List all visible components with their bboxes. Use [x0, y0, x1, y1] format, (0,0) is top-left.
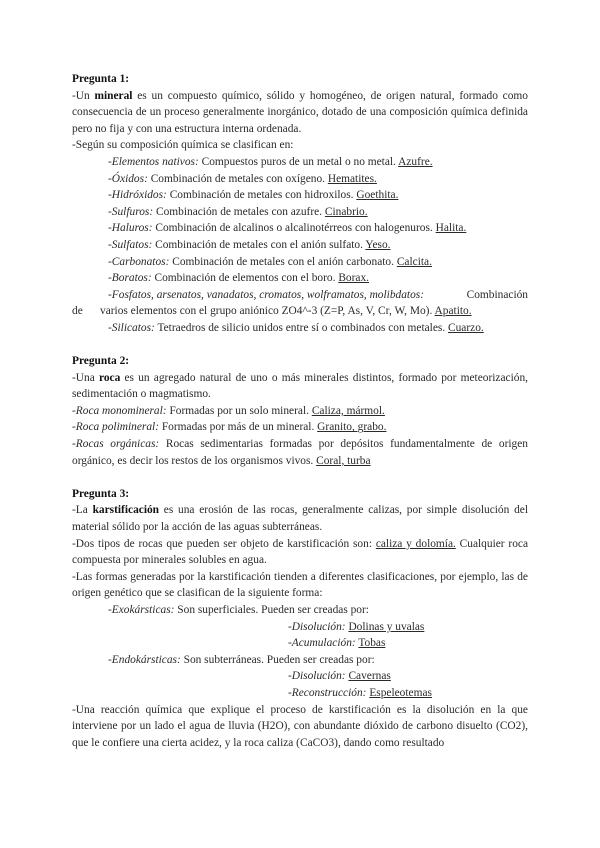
text-span: Combinación de metales con el anión carbonato.: [169, 255, 397, 268]
text-span: de: [72, 305, 83, 318]
document-body: [72, 71, 528, 751]
example-link: Borax.: [338, 272, 369, 285]
text-span: es una erosión de las rocas, generalmente calizas, por simple disolución del material sólido por la acción de las aguas subterráneas.: [72, 504, 528, 534]
text-span: -Óxidos:: [108, 172, 148, 185]
mineral-class-item-fosfatos: [72, 287, 528, 304]
example-link: Granito, grabo.: [317, 421, 387, 434]
question-3-heading: Pregunta 3:: [72, 487, 130, 500]
example-link: Halita.: [435, 222, 467, 235]
text-span: Combinación: [466, 288, 528, 301]
example-link: Cuarzo.: [448, 321, 484, 334]
text-span: -Acumulación:: [288, 637, 356, 650]
text-span: -Exokársticas:: [108, 604, 175, 616]
text-span: -Carbonatos:: [108, 255, 170, 268]
mineral-class-item: [72, 237, 528, 254]
text-span: varios elementos con el grupo aniónico ZO4^-3 (Z=P, As, V, Cr, W, Mo).: [100, 305, 435, 318]
text-span: -Roca monomineral:: [72, 404, 167, 417]
text-span: -Disolución:: [288, 620, 346, 633]
example-link: Goethita.: [356, 189, 399, 202]
example-link: Yeso.: [365, 238, 391, 251]
roca-definition: [72, 370, 528, 403]
text-span: -Disolución:: [288, 670, 346, 683]
roca-monomineral: [72, 403, 528, 420]
example-link: Azufre.: [398, 155, 433, 168]
mineral-class-item: [72, 254, 528, 271]
reaccion-quimica: -Una reacción química que explique el proceso de karstificación es la disolución en la que interviene por un lado el agua de lluvia (H2O), con abundante dióxido de carbono disuelto (CO2), que le confiere una cierta acidez, y la roca caliza (CaCO3), dando como resultado: [72, 703, 528, 749]
mineral-class-item: [72, 187, 528, 204]
mineral-class-item: [72, 220, 528, 237]
text-span: -Sulfatos:: [108, 238, 153, 251]
mineral-definition: [72, 88, 528, 138]
example-link: Dolinas y uvalas: [348, 620, 425, 633]
exo-disolucion: [72, 619, 528, 636]
text-span: Rocas sedimentarias formadas por depósitos fundamentalmente de origen orgánico, es decir los restos de los organismos vivos.: [72, 438, 528, 467]
text-span: Tetraedros de silicio unidos entre sí o combinados con metales.: [154, 321, 449, 334]
term-roca: roca: [98, 371, 121, 384]
text-span: Formadas por un solo mineral.: [166, 404, 312, 417]
text-span: Formadas por más de un mineral.: [159, 421, 318, 434]
text-span: -Hidróxidos:: [108, 189, 167, 202]
classification-intro: -Según su composición química se clasifican en:: [72, 139, 294, 152]
mineral-class-item: [72, 171, 528, 188]
endo-disolucion: [72, 668, 528, 685]
example-link: Coral, turba: [316, 454, 371, 467]
text-span: -La: [72, 504, 93, 517]
text-span: Combinación de alcalinos o alcalinotérreos con halogenuros.: [152, 222, 436, 235]
example-link: Calcita.: [396, 255, 432, 268]
text-span: Cualquier roca compuesta por minerales solubles en agua.: [72, 537, 528, 567]
text-span: -Una: [72, 371, 99, 384]
text-span: Combinación de metales con oxígeno.: [147, 172, 328, 185]
text-span: Combinación de metales con azufre.: [153, 205, 325, 218]
example-link: Apatito.: [434, 305, 472, 318]
text-span: [100, 303, 472, 320]
text-span: -Endokársticas:: [108, 653, 181, 666]
text-span: Son subterráneas. Pueden ser creadas por:: [180, 653, 375, 666]
exo-acumulacion: [72, 635, 528, 652]
example-link: Hematites.: [327, 172, 377, 185]
exokarsticas: [72, 602, 528, 619]
endokarsticas: [72, 652, 528, 669]
question-2-heading: Pregunta 2:: [72, 355, 130, 368]
example-link: Tobas: [358, 637, 386, 650]
example-link: Cavernas: [348, 670, 391, 683]
text-span: Son superficiales. Pueden ser creadas por:: [174, 604, 369, 616]
mineral-class-item: [72, 270, 528, 287]
text-span: Combinación de metales con el anión sulfato.: [152, 238, 366, 251]
tipos-rocas: [72, 536, 528, 569]
example-link: caliza y dolomía.: [375, 537, 456, 550]
text-span: -Silicatos:: [108, 321, 155, 334]
example-link: Espeleotemas: [369, 686, 432, 699]
question-1-heading: Pregunta 1:: [72, 73, 130, 85]
roca-polimineral: [72, 419, 528, 436]
text-span: -Fosfatos, arsenatos, vanadatos, cromatos, wolframatos, molibdatos:: [108, 288, 424, 301]
mineral-class-item: [72, 204, 528, 221]
text-span: -Haluros:: [108, 222, 153, 235]
karstificacion-definition: [72, 502, 528, 535]
mineral-class-item: [72, 154, 528, 171]
text-span: Compuestos puros de un metal o no metal.: [198, 155, 399, 168]
term-karstificacion: karstificación: [92, 504, 160, 517]
text-span: es un compuesto químico, sólido y homogéneo, de origen natural, formado como consecuencia de un proceso generalmente inorgánico, dotado de una composición química definida pero no fija y con una estructura interna ordenada.: [72, 89, 528, 135]
text-span: -Sulfuros:: [108, 205, 154, 218]
text-span: -Boratos:: [108, 272, 152, 285]
term-mineral: mineral: [94, 89, 133, 102]
text-span: -Dos tipos de rocas que pueden ser objeto de karstificación son:: [72, 537, 376, 550]
mineral-class-item-silicatos: [72, 320, 528, 337]
text-span: Combinación de metales con hidroxilos.: [166, 189, 357, 202]
text-span: -Roca polimineral:: [72, 421, 159, 434]
formas-karstificacion: -Las formas generadas por la karstificación tienden a diferentes clasificaciones, por ejemplo, las de origen genético que se clasifican de la siguiente forma:: [72, 570, 528, 600]
text-span: es un agregado natural de uno o más minerales distintos, formado por meteorización, sedimentación o magmatismo.: [72, 371, 528, 401]
rocas-organicas: [72, 436, 528, 469]
endo-reconstruccion: [72, 685, 528, 702]
text-span: -Rocas orgánicas:: [72, 438, 160, 451]
example-link: Caliza, mármol.: [311, 404, 385, 417]
text-span: Combinación de elementos con el boro.: [151, 272, 339, 285]
text-span: -Un: [72, 89, 95, 102]
text-span: -Elementos nativos:: [108, 155, 199, 168]
example-link: Cinabrio.: [324, 205, 368, 218]
mineral-class-item-fosfatos-cont: [72, 303, 528, 320]
text-span: -Reconstrucción:: [288, 686, 367, 699]
